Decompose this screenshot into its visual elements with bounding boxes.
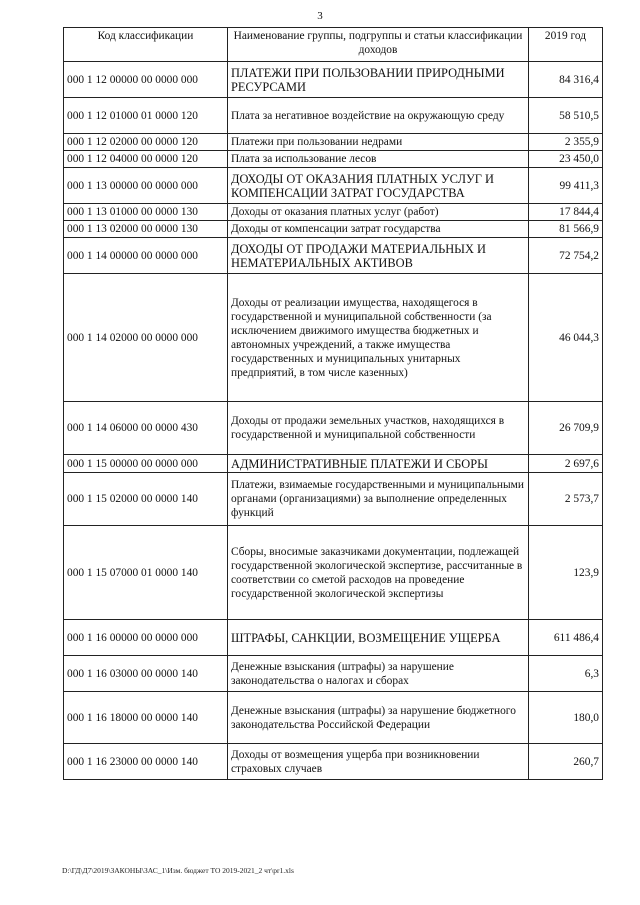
row-value: 84 316,4: [529, 62, 603, 98]
page-number: 3: [317, 10, 323, 22]
row-code: 000 1 14 02000 00 0000 000: [64, 274, 228, 402]
header-value: 2019 год: [529, 28, 603, 62]
row-code: 000 1 16 18000 00 0000 140: [64, 692, 228, 744]
table-row: [64, 134, 603, 151]
row-name: Доходы от продажи земельных участков, находящихся в государственной и муниципальной собственности: [228, 402, 529, 455]
row-code: 000 1 16 00000 00 0000 000: [64, 620, 228, 656]
row-value: 72 754,2: [529, 238, 603, 274]
table-header-row: [64, 28, 603, 62]
row-value: 99 411,3: [529, 168, 603, 204]
table-row: [64, 402, 603, 455]
revenue-classification-table: [63, 27, 603, 780]
table-row: [64, 62, 603, 98]
row-value: 23 450,0: [529, 151, 603, 168]
table-row: [64, 455, 603, 473]
row-code: 000 1 12 02000 00 0000 120: [64, 134, 228, 151]
row-code: 000 1 15 00000 00 0000 000: [64, 455, 228, 473]
row-name: АДМИНИСТРАТИВНЫЕ ПЛАТЕЖИ И СБОРЫ: [228, 455, 529, 473]
row-name: Сборы, вносимые заказчиками документации, подлежащей государственной экологической экспертизе, рассчитанные в соответствии со сметой расходов на проведение государственной экологической экспертизы: [228, 526, 529, 620]
row-name: ДОХОДЫ ОТ ПРОДАЖИ МАТЕРИАЛЬНЫХ И НЕМАТЕРИАЛЬНЫХ АКТИВОВ: [228, 238, 529, 274]
row-code: 000 1 15 02000 00 0000 140: [64, 473, 228, 526]
row-name: Доходы от возмещения ущерба при возникновении страховых случаев: [228, 744, 529, 780]
row-code: 000 1 13 01000 00 0000 130: [64, 204, 228, 221]
row-value: 46 044,3: [529, 274, 603, 402]
row-name: Платежи, взимаемые государственными и муниципальными органами (организациями) за выполнение определенных функций: [228, 473, 529, 526]
row-name: Денежные взыскания (штрафы) за нарушение бюджетного законодательства Российской Федерации: [228, 692, 529, 744]
row-name: Доходы от компенсации затрат государства: [228, 221, 529, 238]
row-value: 26 709,9: [529, 402, 603, 455]
row-name: Плата за использование лесов: [228, 151, 529, 168]
table-body: [64, 62, 603, 780]
header-code: Код классификации: [64, 28, 228, 62]
row-name: Платежи при пользовании недрами: [228, 134, 529, 151]
row-value: 180,0: [529, 692, 603, 744]
table-row: [64, 744, 603, 780]
table-row: [64, 98, 603, 134]
row-name: ДОХОДЫ ОТ ОКАЗАНИЯ ПЛАТНЫХ УСЛУГ И КОМПЕНСАЦИИ ЗАТРАТ ГОСУДАРСТВА: [228, 168, 529, 204]
row-name: Доходы от реализации имущества, находящегося в государственной и муниципальной собственности (за исключением движимого имущества бюджетных и автономных учреждений, а также имущества государственных и муниципальных унитарных предприятий, в том числе казенных): [228, 274, 529, 402]
table-row: [64, 274, 603, 402]
row-name: ПЛАТЕЖИ ПРИ ПОЛЬЗОВАНИИ ПРИРОДНЫМИ РЕСУРСАМИ: [228, 62, 529, 98]
table-row: [64, 620, 603, 656]
row-value: 2 573,7: [529, 473, 603, 526]
header-name: Наименование группы, подгруппы и статьи классификации доходов: [228, 28, 529, 62]
footer-file-path: D:\ГД\Д7\2019\ЗАКОНЫ\ЗАС_1\Изм. бюджет ТО 2019-2021_2 чт\pr1.xls: [62, 866, 294, 875]
table-row: [64, 526, 603, 620]
row-value: 6,3: [529, 656, 603, 692]
row-code: 000 1 12 00000 00 0000 000: [64, 62, 228, 98]
table-row: [64, 238, 603, 274]
table-row: [64, 221, 603, 238]
row-code: 000 1 15 07000 01 0000 140: [64, 526, 228, 620]
table-row: [64, 692, 603, 744]
row-value: 611 486,4: [529, 620, 603, 656]
table-row: [64, 656, 603, 692]
row-name: Доходы от оказания платных услуг (работ): [228, 204, 529, 221]
row-code: 000 1 14 06000 00 0000 430: [64, 402, 228, 455]
row-value: 123,9: [529, 526, 603, 620]
row-value: 2 697,6: [529, 455, 603, 473]
row-code: 000 1 12 04000 00 0000 120: [64, 151, 228, 168]
row-code: 000 1 16 23000 00 0000 140: [64, 744, 228, 780]
row-value: 58 510,5: [529, 98, 603, 134]
row-name: ШТРАФЫ, САНКЦИИ, ВОЗМЕЩЕНИЕ УЩЕРБА: [228, 620, 529, 656]
table-row: [64, 151, 603, 168]
table-row: [64, 473, 603, 526]
table-row: [64, 168, 603, 204]
row-value: 17 844,4: [529, 204, 603, 221]
row-code: 000 1 12 01000 01 0000 120: [64, 98, 228, 134]
row-code: 000 1 16 03000 00 0000 140: [64, 656, 228, 692]
row-code: 000 1 13 02000 00 0000 130: [64, 221, 228, 238]
row-name: Плата за негативное воздействие на окружающую среду: [228, 98, 529, 134]
row-value: 2 355,9: [529, 134, 603, 151]
row-code: 000 1 14 00000 00 0000 000: [64, 238, 228, 274]
row-value: 260,7: [529, 744, 603, 780]
row-value: 81 566,9: [529, 221, 603, 238]
table-row: [64, 204, 603, 221]
row-code: 000 1 13 00000 00 0000 000: [64, 168, 228, 204]
row-name: Денежные взыскания (штрафы) за нарушение законодательства о налогах и сборах: [228, 656, 529, 692]
